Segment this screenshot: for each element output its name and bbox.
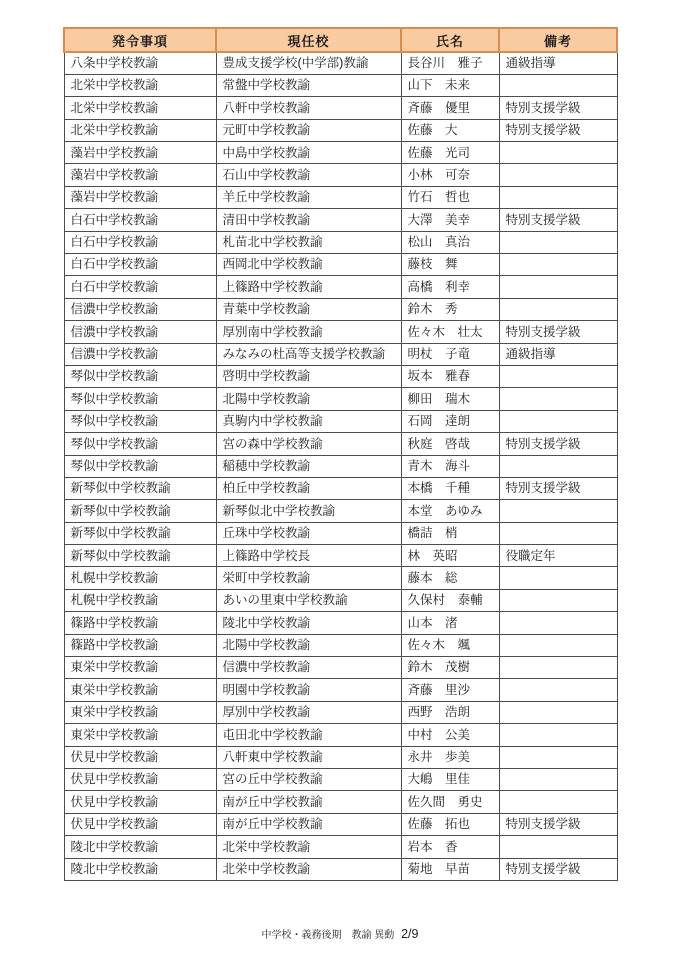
table-cell [499,746,617,768]
table-cell [499,589,617,611]
transfer-table [63,27,618,881]
table-cell: 役職定年 [499,545,617,567]
table-cell: 琴似中学校教諭 [64,365,216,387]
table-cell: 藤枝 舞 [401,254,499,276]
table-cell [499,836,617,858]
table-cell: 北栄中学校教諭 [64,119,216,141]
table-cell [499,522,617,544]
table-row [64,455,617,477]
table-cell: 東栄中学校教諭 [64,679,216,701]
table-cell: 西岡北中学校教諭 [216,254,401,276]
table-cell: 特別支援学級 [499,209,617,231]
table-row [64,142,617,164]
table-cell: 佐藤 拓也 [401,813,499,835]
table-cell [499,724,617,746]
table-cell: 橋詰 梢 [401,522,499,544]
table-row [64,477,617,499]
table-cell: 北栄中学校教諭 [216,858,401,880]
table-cell: 特別支援学級 [499,813,617,835]
table-row [64,119,617,141]
table-cell: 山下 未来 [401,74,499,96]
table-row [64,679,617,701]
table-cell: 本堂 あゆみ [401,500,499,522]
table-cell [499,679,617,701]
table-row [64,276,617,298]
table-cell: 鈴木 秀 [401,298,499,320]
table-cell: 佐藤 光司 [401,142,499,164]
table-cell: 藤本 総 [401,567,499,589]
table-cell [499,186,617,208]
table-cell: 新琴似中学校教諭 [64,545,216,567]
table-cell: 北栄中学校教諭 [64,97,216,119]
table-cell: 久保村 泰輔 [401,589,499,611]
table-row [64,433,617,455]
table-cell: 白石中学校教諭 [64,231,216,253]
table-row [64,186,617,208]
table-cell: 青葉中学校教諭 [216,298,401,320]
table-cell: 陵北中学校教諭 [64,858,216,880]
table-cell: 八軒中学校教諭 [216,97,401,119]
table-cell: 札幌中学校教諭 [64,567,216,589]
table-row [64,388,617,410]
table-cell [499,455,617,477]
table-cell: 上篠路中学校長 [216,545,401,567]
table-row [64,298,617,320]
table-cell: 北栄中学校教諭 [64,74,216,96]
table-cell: 特別支援学級 [499,97,617,119]
table-cell: 小林 可奈 [401,164,499,186]
table-cell: 元町中学校教諭 [216,119,401,141]
table-cell: 陵北中学校教諭 [216,612,401,634]
table-row [64,634,617,656]
table-row [64,209,617,231]
table-cell: 琴似中学校教諭 [64,433,216,455]
table-cell [499,74,617,96]
table-cell: 伏見中学校教諭 [64,791,216,813]
table-cell: 岩本 香 [401,836,499,858]
table-row [64,746,617,768]
table-cell: 特別支援学級 [499,321,617,343]
table-header-row [64,28,617,52]
table-cell: 真駒内中学校教諭 [216,410,401,432]
table-cell: 東栄中学校教諭 [64,657,216,679]
table-row [64,254,617,276]
table-cell: 特別支援学級 [499,119,617,141]
table-cell: 豊成支援学校(中学部)教諭 [216,52,401,74]
table-cell [499,388,617,410]
table-cell: 白石中学校教諭 [64,276,216,298]
table-cell: 柏丘中学校教諭 [216,477,401,499]
table-cell: 啓明中学校教諭 [216,365,401,387]
table-row [64,52,617,74]
table-cell: 特別支援学級 [499,433,617,455]
table-cell: 琴似中学校教諭 [64,388,216,410]
table-cell: 石山中学校教諭 [216,164,401,186]
table-cell: 斉藤 優里 [401,97,499,119]
table-row [64,231,617,253]
table-cell: 信濃中学校教諭 [64,298,216,320]
table-cell: 信濃中学校教諭 [64,321,216,343]
table-cell: 佐藤 大 [401,119,499,141]
table-row [64,701,617,723]
table-cell: 信濃中学校教諭 [64,343,216,365]
table-cell: 通級指導 [499,343,617,365]
table-cell: 厚別中学校教諭 [216,701,401,723]
table-cell [499,164,617,186]
table-cell: 特別支援学級 [499,477,617,499]
table-cell: 西野 浩朗 [401,701,499,723]
table-cell [499,791,617,813]
table-row [64,791,617,813]
page-footer [0,926,680,941]
table-cell: 藻岩中学校教諭 [64,186,216,208]
table-cell: 坂本 雅春 [401,365,499,387]
page-number: 2/9 [401,927,419,941]
table-row [64,545,617,567]
table-row [64,567,617,589]
table-cell: 新琴似中学校教諭 [64,500,216,522]
header-cell-hatsurei-jiko: 発令事項 [64,28,216,52]
table-cell: 秋庭 啓哉 [401,433,499,455]
table-cell: 中島中学校教諭 [216,142,401,164]
table-cell: 羊丘中学校教諭 [216,186,401,208]
table-cell: 北陽中学校教諭 [216,634,401,656]
table-row [64,836,617,858]
table-cell: 信濃中学校教諭 [216,657,401,679]
table-cell: 佐々木 颯 [401,634,499,656]
table-row [64,612,617,634]
table-cell: 上篠路中学校教諭 [216,276,401,298]
table-cell: 藻岩中学校教諭 [64,142,216,164]
table-row [64,657,617,679]
table-row [64,769,617,791]
table-cell: 青木 海斗 [401,455,499,477]
table-row [64,813,617,835]
table-cell: 明杖 子竜 [401,343,499,365]
table-cell [499,254,617,276]
table-row [64,858,617,880]
table-row [64,589,617,611]
table-cell: 栄町中学校教諭 [216,567,401,589]
table-cell: 藻岩中学校教諭 [64,164,216,186]
table-row [64,365,617,387]
table-cell: 南が丘中学校教諭 [216,791,401,813]
table-body [64,52,617,880]
table-cell: 篠路中学校教諭 [64,634,216,656]
table-cell [499,500,617,522]
table-cell: 永井 歩美 [401,746,499,768]
footer-label: 中学校・義務後期 教諭 異動 [261,930,395,941]
table-cell: 長谷川 雅子 [401,52,499,74]
table-cell: 通級指導 [499,52,617,74]
table-row [64,724,617,746]
table-cell: 琴似中学校教諭 [64,455,216,477]
table-cell: 琴似中学校教諭 [64,410,216,432]
table-cell: 鈴木 茂樹 [401,657,499,679]
table-cell: 丘珠中学校教諭 [216,522,401,544]
table-cell: 宮の森中学校教諭 [216,433,401,455]
table-row [64,500,617,522]
table-cell: 林 英昭 [401,545,499,567]
table-cell [499,410,617,432]
table-cell: 新琴似中学校教諭 [64,477,216,499]
table-cell: 陵北中学校教諭 [64,836,216,858]
table-cell: みなみの杜高等支援学校教諭 [216,343,401,365]
table-cell: 札苗北中学校教諭 [216,231,401,253]
table-cell: 大澤 美幸 [401,209,499,231]
table-cell: 柳田 瑞木 [401,388,499,410]
table-cell: 篠路中学校教諭 [64,612,216,634]
table-cell [499,365,617,387]
table-cell: 清田中学校教諭 [216,209,401,231]
table-cell: 白石中学校教諭 [64,209,216,231]
table-cell [499,142,617,164]
table-cell [499,657,617,679]
table-cell: 伏見中学校教諭 [64,769,216,791]
table-cell: 斉藤 里沙 [401,679,499,701]
table-cell: 石岡 達朗 [401,410,499,432]
table-cell: 伏見中学校教諭 [64,746,216,768]
table-row [64,410,617,432]
table-cell: 東栄中学校教諭 [64,701,216,723]
table-cell [499,701,617,723]
table-row [64,343,617,365]
table-cell [499,612,617,634]
table-cell: 八条中学校教諭 [64,52,216,74]
table-cell: 本橋 千種 [401,477,499,499]
table-cell: 南が丘中学校教諭 [216,813,401,835]
table-cell: 明園中学校教諭 [216,679,401,701]
table-cell: 北陽中学校教諭 [216,388,401,410]
table-row [64,522,617,544]
header-cell-biko: 備考 [499,28,617,52]
table-row [64,321,617,343]
table-cell [499,276,617,298]
table-cell: 白石中学校教諭 [64,254,216,276]
table-cell: 厚別南中学校教諭 [216,321,401,343]
table-cell [499,567,617,589]
table-cell [499,634,617,656]
table-cell: 高橋 利幸 [401,276,499,298]
table-row [64,164,617,186]
table-cell: 大嶋 里佳 [401,769,499,791]
table-cell: 稲穂中学校教諭 [216,455,401,477]
table-cell: 特別支援学級 [499,858,617,880]
table-cell: 常盤中学校教諭 [216,74,401,96]
table-cell: 北栄中学校教諭 [216,836,401,858]
header-cell-shimei: 氏名 [401,28,499,52]
table-cell: 八軒東中学校教諭 [216,746,401,768]
table-cell [499,231,617,253]
table-cell: 東栄中学校教諭 [64,724,216,746]
table-cell: 山本 渚 [401,612,499,634]
table-cell: 佐久間 勇史 [401,791,499,813]
table-cell: 佐々木 壮太 [401,321,499,343]
table-cell: 屯田北中学校教諭 [216,724,401,746]
table-cell: 松山 真治 [401,231,499,253]
table-row [64,74,617,96]
table-row [64,97,617,119]
table-cell: あいの里東中学校教諭 [216,589,401,611]
header-cell-gennin-ko: 現任校 [216,28,401,52]
table-cell: 菊地 早苗 [401,858,499,880]
table-cell: 宮の丘中学校教諭 [216,769,401,791]
table-cell: 伏見中学校教諭 [64,813,216,835]
table-cell: 新琴似北中学校教諭 [216,500,401,522]
table-cell: 竹石 哲也 [401,186,499,208]
table-cell: 札幌中学校教諭 [64,589,216,611]
table-cell [499,298,617,320]
table-cell: 中村 公美 [401,724,499,746]
table-cell [499,769,617,791]
table-cell: 新琴似中学校教諭 [64,522,216,544]
